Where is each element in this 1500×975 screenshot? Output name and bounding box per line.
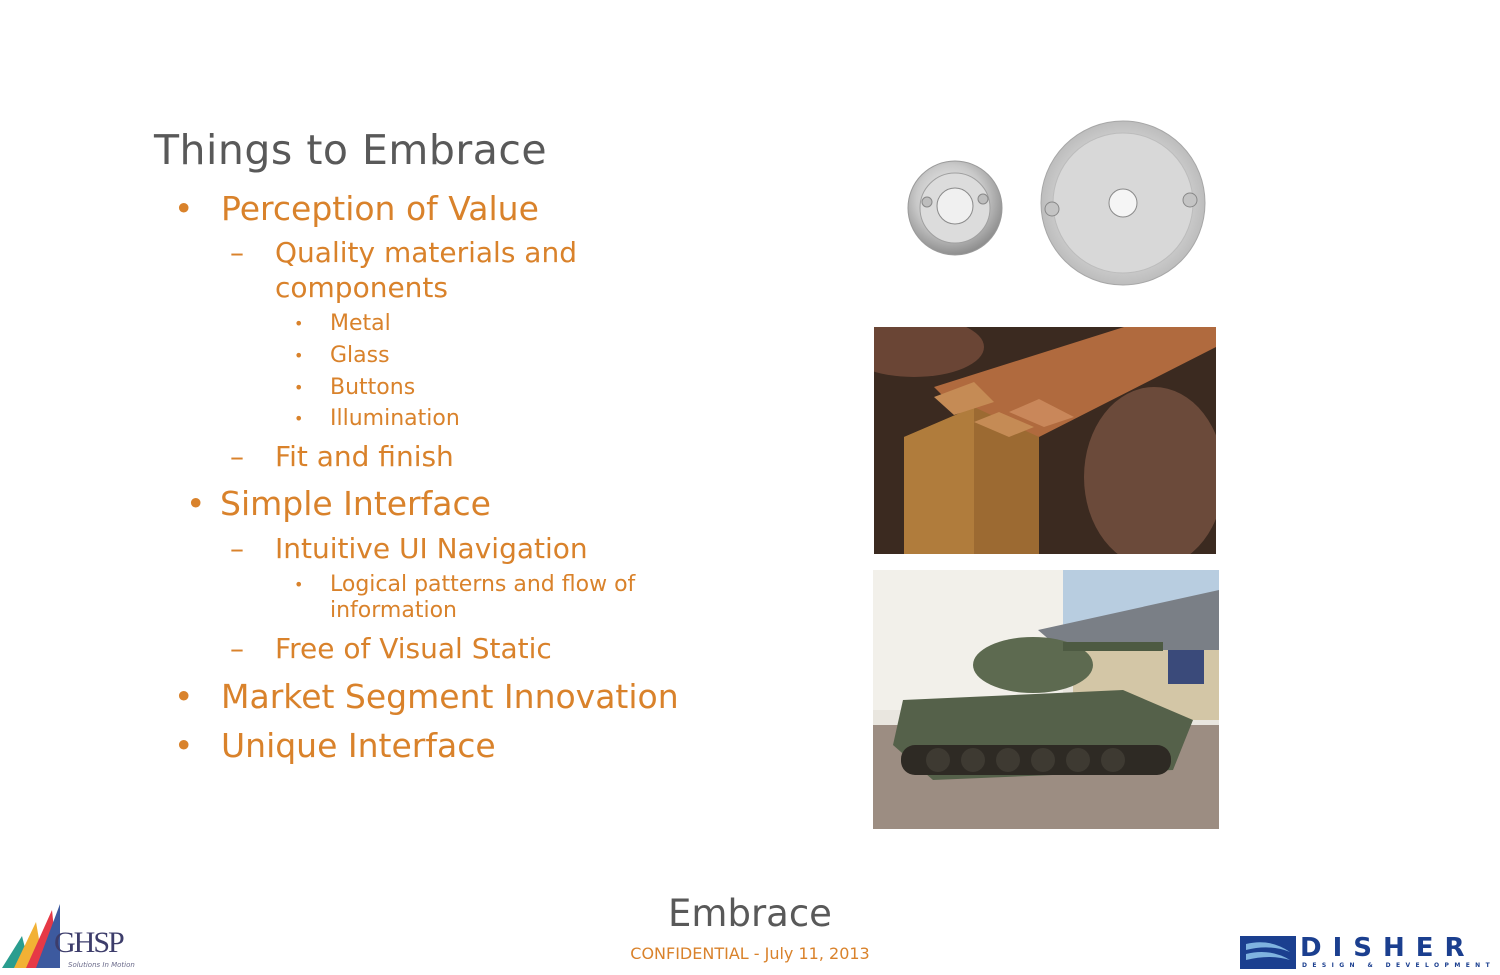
- sub-item-text: Free of Visual Static: [275, 632, 552, 665]
- bullet-glyph: •: [294, 575, 304, 594]
- confidential-notice: CONFIDENTIAL - July 11, 2013: [630, 944, 870, 963]
- bullet-glyph: •: [294, 409, 304, 428]
- wood-joinery-photo: [874, 327, 1216, 554]
- bullet-text: Market Segment Innovation: [221, 677, 679, 716]
- metal-buttons-photo: [826, 94, 1266, 308]
- sub-item-continuation: components: [275, 271, 448, 304]
- sub-sub-item-text: Logical patterns and flow of: [330, 572, 636, 597]
- dash-glyph: –: [230, 632, 244, 665]
- ghsp-logo-text: GHSP: [54, 926, 123, 959]
- bullet-text: Unique Interface: [221, 726, 496, 765]
- bullet-text: Simple Interface: [220, 484, 491, 523]
- bullet-glyph: •: [174, 726, 194, 765]
- bullet-glyph: •: [294, 378, 304, 397]
- dash-glyph: –: [230, 236, 244, 269]
- sub-item-text: Quality materials and: [275, 236, 577, 269]
- sub-sub-item-text: Metal: [330, 311, 391, 336]
- bullet-glyph: •: [186, 484, 206, 523]
- footer-section-title: Embrace: [668, 892, 832, 935]
- sub-sub-item-text: Illumination: [330, 406, 460, 431]
- sub-item-text: Fit and finish: [275, 440, 454, 473]
- disher-logo-mark: [1240, 934, 1300, 971]
- ghsp-logo-tagline: Solutions In Motion: [68, 961, 135, 969]
- sub-sub-item-continuation: information: [330, 598, 457, 623]
- bullet-glyph: •: [294, 346, 304, 365]
- dash-glyph: –: [230, 440, 244, 473]
- bullet-glyph: •: [174, 189, 194, 228]
- tank-photo: [873, 570, 1219, 829]
- wood-joinery-illustration: [874, 327, 1216, 554]
- tank-illustration: [873, 570, 1219, 829]
- dash-glyph: –: [230, 532, 244, 565]
- metal-buttons-illustration: [826, 94, 1266, 308]
- bullet-glyph: •: [294, 314, 304, 333]
- sub-item-text: Intuitive UI Navigation: [275, 532, 588, 565]
- disher-logo-text: DISHER: [1300, 933, 1476, 963]
- sub-sub-item-text: Buttons: [330, 375, 416, 400]
- disher-logo-subtext: DESIGN & DEVELOPMENT: [1302, 962, 1496, 969]
- bullet-text: Perception of Value: [221, 189, 539, 228]
- sub-sub-item-text: Glass: [330, 343, 390, 368]
- bullet-glyph: •: [174, 677, 194, 716]
- slide-title: Things to Embrace: [154, 126, 548, 174]
